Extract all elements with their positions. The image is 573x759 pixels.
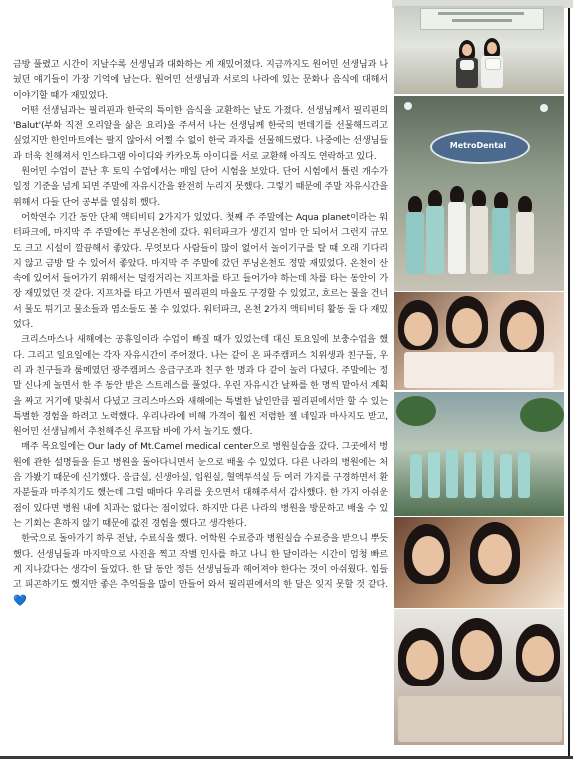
person <box>428 452 440 498</box>
paragraph: 금방 풀렸고 시간이 지날수록 선생님과 대화하는 게 재밌어졌다. 지금까지도 원어민 선생님과 나눴던 얘기들이 가장 기억에 남는다. 원어민 선생님과 서로의 나라에 있는 문화나 음식에 대해서 이야기할 때가 재밌었다. <box>13 60 388 101</box>
person <box>518 452 530 498</box>
right-border <box>568 8 570 756</box>
clothing <box>398 696 562 742</box>
certificate <box>460 60 474 70</box>
person-face <box>404 312 432 346</box>
ceiling-light <box>404 102 412 110</box>
person-body <box>492 208 510 274</box>
person <box>446 450 458 498</box>
person-face <box>487 42 497 54</box>
paragraph: 어학연수 기간 동안 단체 액티비티 2가지가 있었다. 첫째 주 주말에는 Aqua planet이라는 워터파크에, 마지막 주 주말에는 푸닝온천에 갔다. 워터파크가 생긴지 얼마 안 되어서 그런지 규모도 크고 시설이 깔끔해서 좋았다. 무엇보다 사람들이 많이 없어서 놀이기구를 탈 때 오래 기다리지 않고 금방 탈 수 있어서 좋았다. 마지막 주 주말에 갔던 푸닝온천도 정말 재밌었다. 온천이 산속에 있어서 들어가기 위해서는 덜컹거리는 지프차를 타고 들어가야 하는데 차를 타는 동안이 가장 재밌었던 것 같다. 지프차를 타고 가면서 필리핀의 마을도 구경할 수 있었고, 흐르는 물을 건너서 물도 튀기고 물소들과 염소들도 볼 수 있었다. 워터파크, 온천 2가지 액티비티 활동 둘 다 재밌었다. <box>13 212 388 331</box>
person-body <box>406 212 424 274</box>
person-face <box>460 630 494 672</box>
paragraph: 원어민 수업이 끝난 후 토익 수업에서는 매일 단어 시험을 보았다. 단어 시험에서 틀린 개수가 일정 기준을 넘게 되면 주말에 자유시간을 완전히 누리지 못했다. 그렇기 때문에 주말 자유시간을 위해서 다들 단어 공부를 열심히 했다. <box>13 167 388 208</box>
person-body <box>470 206 488 274</box>
paragraph-last <box>13 532 388 610</box>
person <box>482 450 494 498</box>
ceiling-light <box>540 104 548 112</box>
person-body <box>448 202 466 274</box>
person-body <box>426 206 444 274</box>
paragraph: 매주 목요일에는 Our lady of Mt.Camel medical center으로 병원실습을 갔다. 그곳에서 병원에 관한 설명들을 듣고 병원을 돌아다니면서 눈으로 배울 수 있었다. 다른 나라의 병원에는 처음 가봤기 때문에 신기했다. 응급실, 신생아실, 입원실, 혈액투석실 등 여러 가지를 구경하면서 환자분들과 마주치기도 했는데 그럴 때마다 우리를 웃으면서 대해주셔서 감사했다. 한 가지 아쉬운 점이 있다면 병원 내에 치과는 없다는 점이었다. 하지만 다른 나라의 병원을 방문하고 배울 수 있는 기회는 흔하지 않기 때문에 값진 경험을 했다고 생각한다. <box>13 442 388 529</box>
certificate <box>485 58 501 70</box>
tree <box>520 398 564 432</box>
person-face <box>412 536 444 576</box>
metrodental-sign-text: MetroDental <box>449 141 507 150</box>
person <box>500 454 512 498</box>
heart-icon: 💙 <box>13 594 27 608</box>
tree <box>396 396 436 426</box>
article-body <box>13 58 388 611</box>
person-face <box>507 312 537 350</box>
person <box>464 452 476 498</box>
person-face <box>462 44 472 56</box>
person-face <box>452 308 482 344</box>
person-face <box>522 636 554 676</box>
banner-text-line <box>438 12 524 15</box>
person-body <box>516 212 534 274</box>
paragraph-text: 한국으로 돌아가기 하루 전날, 수료식을 했다. 어학원 수료증과 병원실습 수료증을 받으니 뿌듯했다. 선생님들과 마지막으로 사진을 찍고 작별 인사를 하고 나니 한 달이라는 시간이 엄청 빠르게 지나갔다는 생각이 들었다. 한 달 동안 정든 선생님들과 헤어져야 한다는 것이 아쉬웠다. 힘들고 피곤하기도 했지만 좋은 추억들을 많이 만들어 와서 필리핀에서의 한 달은 잊지 못할 것 같다. <box>13 534 388 591</box>
clothing <box>404 352 554 388</box>
person <box>410 454 422 498</box>
person-face <box>406 640 438 680</box>
paragraph: 크리스마스나 새해에는 공휴일이라 수업이 빠질 때가 있었는데 대신 토요일에 보충수업을 했다. 그리고 일요일에는 각자 자유시간이 주어졌다. 나는 같이 온 파주캠퍼스 치위생과 친구들, 우리 과 친구들과 룸메였던 광주캠퍼스 응급구조과 친구 한 명과 다 같이 놀러 다녔다. 주말에는 정말 신나게 놀면서 한 주 동안 받은 스트레스를 풀었다. 우린 자유시간 날짜를 한 명씩 맡아서 계획을 짜고 거기에 맞춰서 다녔고 크리스마스와 새해에는 특별한 날인만큼 필리핀에서만 할 수 있는 특별한 경험을 하려고 노력했다. 우리나라에 비해 가격이 훨씬 저렴한 젤 네일과 마사지도 받고, 원어민 선생님께서 추천해주신 루프탑 바에 가서 놀기도 했다. <box>13 335 388 438</box>
banner-text-line <box>452 19 512 22</box>
person-face <box>478 534 512 576</box>
paragraph: 어떤 선생님과는 필리핀과 한국의 특이한 음식을 교환하는 날도 가졌다. 선생님께서 필리핀의 'Balut'(부화 직전 오리알을 삶은 요리)을 주셔서 나는 선생님께 한국의 번데기를 선물해드리고 싶었지만 한인마트에는 팔지 않아서 어쩔 수 없이 한국 과자를 선물해드렸다. 나중에는 선생님들과 더욱 친해져서 인스타그램 아이디와 카카오톡 아이디를 서로 교환해 아직도 연락하고 있다. <box>13 105 388 162</box>
